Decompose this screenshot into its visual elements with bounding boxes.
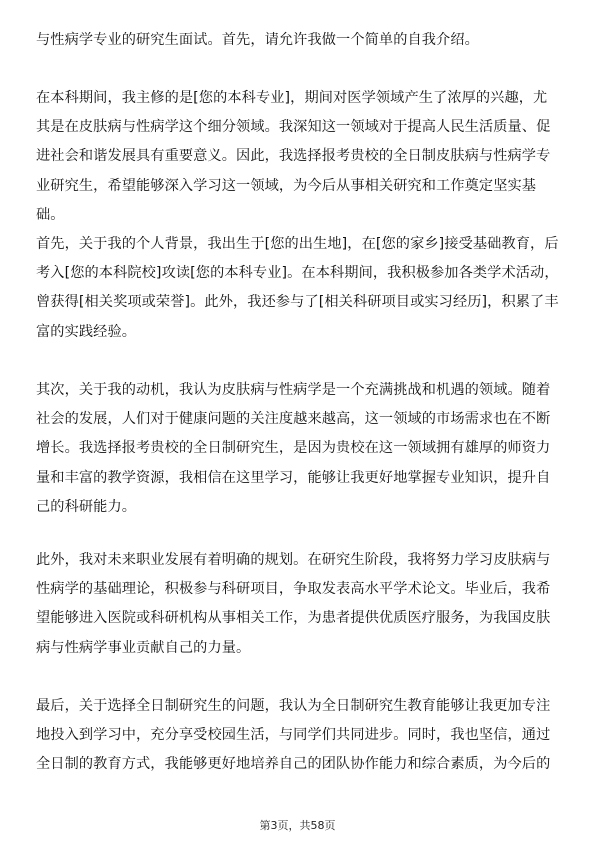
text-line: 性病学的基础理论，积极参与科研项目，争取发表高水平学术论文。毕业后，我希 [36, 581, 551, 598]
text-line: 地投入到学习中，充分享受校园生活，与同学们共同进步。同时，我也坚信，通过 [36, 727, 551, 744]
text-line: 础。 [36, 206, 65, 223]
text-line: 考入[您的本科院校]攻读[您的本科专业]。在本科期间，我积极参加各类学术活动， [36, 265, 559, 282]
text-line: 量和丰富的教学资源，我相信在这里学习，能够让我更好地掌握专业知识，提升自 [36, 469, 551, 486]
text-line: 己的科研能力。 [36, 498, 137, 515]
text-line: 其次，关于我的动机，我认为皮肤病与性病学是一个充满挑战和机遇的领域。随着 [36, 382, 551, 398]
text-line: 与性病学专业的研究生面试。首先，请允许我做一个简单的自我介绍。 [36, 32, 479, 48]
page-footer: 第3页，共58页 [259, 819, 336, 832]
text-line: 增长。我选择报考贵校的全日制研究生，是因为贵校在这一领域拥有雄厚的师资力 [36, 440, 551, 457]
text-line: 首先，关于我的个人背景，我出生于[您的出生地]，在[您的家乡]接受基础教育，后 [36, 236, 559, 252]
text-line: 此外，我对未来职业发展有着明确的规划。在研究生阶段，我将努力学习皮肤病与 [36, 552, 551, 568]
text-line: 最后，关于选择全日制研究生的问题，我认为全日制研究生教育能够让我更加专注 [36, 698, 551, 714]
text-line: 进社会和谐发展具有重要意义。因此，我选择报考贵校的全日制皮肤病与性病学专 [36, 148, 551, 165]
text-line: 全日制的教育方式，我能够更好地培养自己的团队协作能力和综合素质，为今后的 [36, 756, 551, 773]
text-line: 病与性病学事业贡献自己的力量。 [36, 639, 251, 656]
text-line: 社会的发展，人们对于健康问题的关注度越来越高，这一领域的市场需求也在不断 [36, 411, 551, 428]
text-line: 望能够进入医院或科研机构从事相关工作，为患者提供优质医疗服务，为我国皮肤 [36, 610, 551, 627]
text-line: 在本科期间，我主修的是[您的本科专业]，期间对医学领域产生了浓厚的兴趣，尤 [36, 90, 548, 106]
text-line: 其是在皮肤病与性病学这个细分领域。我深知这一领域对于提高人民生活质量、促 [36, 119, 551, 136]
text-line: 业研究生，希望能够深入学习这一领域，为今后从事相关研究和工作奠定坚实基 [36, 177, 537, 194]
text-line: 曾获得[相关奖项或荣誉]。此外，我还参与了[相关科研项目或实习经历]，积累了丰 [36, 294, 559, 311]
text-line: 富的实践经验。 [36, 323, 137, 340]
